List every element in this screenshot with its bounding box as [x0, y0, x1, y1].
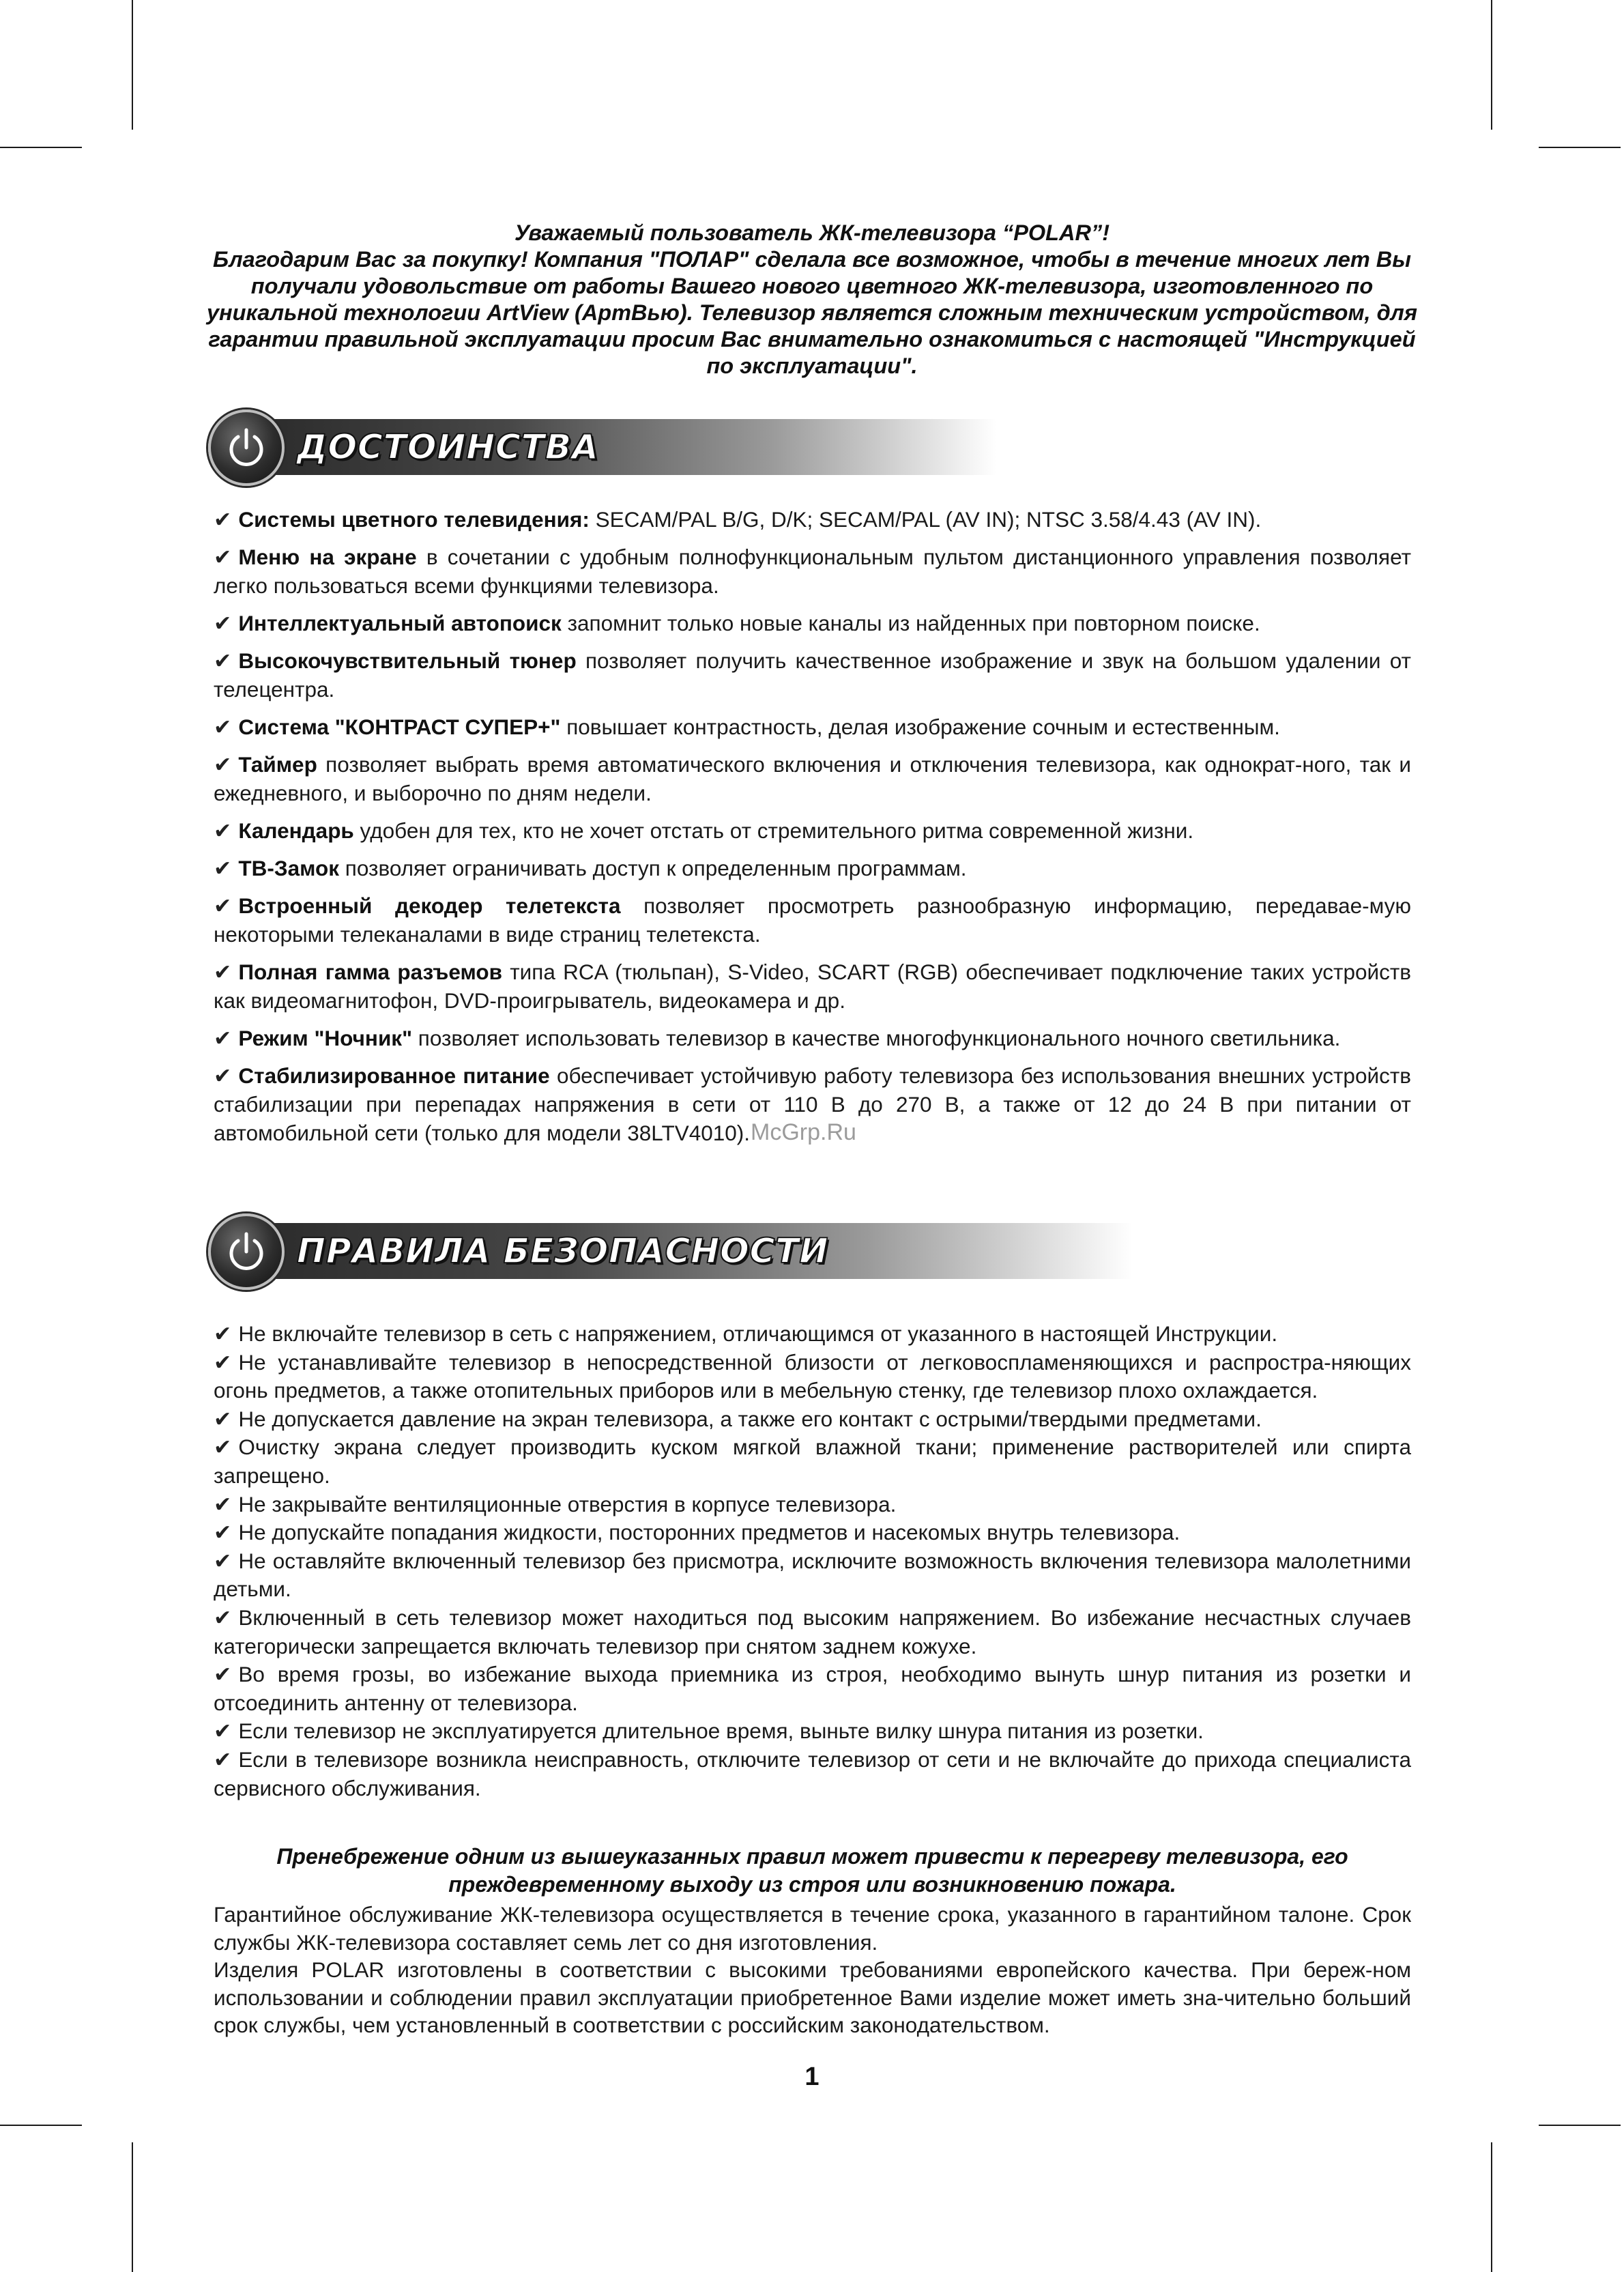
- rule-text: Если в телевизоре возникла неисправность, отключите телевизор от сети и не включайте до прихода специалиста сервисного обслуживания.: [214, 1746, 1411, 1800]
- feature-name: Меню на экране: [238, 545, 417, 569]
- feature-description: в сочетании с удобным полнофункциональным пультом дистанционного управления позволяет легко пользоваться всеми функциями телевизора.: [214, 545, 1412, 598]
- list-item: [214, 854, 1411, 882]
- check-icon: ✔: [214, 818, 232, 843]
- list-item: [214, 713, 1411, 741]
- feature-description: позволяет использовать телевизор в качестве многофункционального ночного светильника.: [412, 1026, 1341, 1050]
- feature-description: обеспечивает устойчивую работу телевизора без использования внешних устройств стабилизации при перепадах напряжения в сети от 110 В до 270 В, а также от 12 до 24 В при питании от автомобильной сети (только для модели 38LTV4010).: [214, 1063, 1411, 1145]
- rule-text: Не закрывайте вентиляционные отверстия в корпусе телевизора.: [238, 1491, 897, 1516]
- list-item: [214, 1547, 1411, 1604]
- rule-text: Не допускается давление на экран телевизора, а также его контакт с острыми/твердыми предметами.: [238, 1406, 1262, 1431]
- crop-mark: [0, 147, 82, 148]
- rule-text: Не допускайте попадания жидкости, посторонних предметов и насекомых внутрь телевизора.: [238, 1520, 1180, 1545]
- check-icon: ✔: [214, 648, 232, 673]
- check-icon: ✔: [214, 1746, 232, 1772]
- feature-name: Система "КОНТРАСТ СУПЕР+": [238, 715, 561, 739]
- feature-name: Календарь: [238, 818, 354, 843]
- check-icon: ✔: [214, 960, 232, 984]
- page-number: 1: [804, 2062, 820, 2091]
- check-icon: ✔: [214, 1406, 232, 1431]
- list-item: [214, 816, 1411, 845]
- rule-text: Не включайте телевизор в сеть с напряжением, отличающимся от указанного в настоящей Инструкции.: [238, 1321, 1278, 1346]
- feature-description: типа RCA (тюльпан), S-Video, SCART (RGB) обеспечивает подключение таких устройств как видеомагнитофон, DVD-проигрыватель, видеокамера и др.: [214, 960, 1411, 1013]
- list-item: [214, 1519, 1411, 1547]
- check-icon: ✔: [214, 715, 232, 739]
- check-icon: ✔: [214, 1491, 232, 1516]
- feature-description: удобен для тех, кто не хочет отстать от стремительного ритма современной жизни.: [353, 818, 1194, 843]
- list-item: [214, 750, 1411, 807]
- feature-name: Встроенный декодер телетекста: [238, 893, 621, 918]
- list-item: [214, 646, 1411, 704]
- power-icon: [208, 409, 285, 486]
- feature-name: Режим "Ночник": [238, 1026, 413, 1050]
- rule-text: Не устанавливайте телевизор в непосредственной близости от легковоспламеняющихся и распростра-няющих огонь предметов, а также отопительных приборов или в мебельную стенку, где телевизор плохо охлаждается.: [214, 1349, 1411, 1403]
- crop-mark: [1491, 0, 1492, 130]
- rule-text: Во время грозы, во избежание выхода приемника из строя, необходимо вынуть шнур питания из розетки и отсоединить антенну от телевизора.: [214, 1662, 1411, 1715]
- check-icon: ✔: [214, 1349, 232, 1375]
- check-icon: ✔: [214, 611, 232, 635]
- rule-text: Не оставляйте включенный телевизор без присмотра, исключите возможность включения телевизора малолетними детьми.: [214, 1548, 1411, 1602]
- feature-description: позволяет получить качественное изображение и звук на большом удалении от телецентра.: [214, 648, 1411, 702]
- list-item: [214, 1604, 1411, 1660]
- check-icon: ✔: [214, 1605, 232, 1630]
- intro-greeting: Уважаемый пользователь ЖК-телевизора “POLAR”!: [514, 220, 1110, 245]
- list-item: [214, 1491, 1411, 1519]
- list-item: [214, 1746, 1411, 1802]
- check-icon: ✔: [214, 1719, 232, 1744]
- rule-text: Включенный в сеть телевизор может находиться под высоким напряжением. Во избежание несчастных случаев категорически запрещается включать телевизор при снятом заднем кожухе.: [214, 1605, 1411, 1658]
- feature-name: Интеллектуальный автопоиск: [238, 611, 562, 635]
- check-icon: ✔: [214, 507, 232, 532]
- feature-name: Высокочувствительный тюнер: [238, 648, 577, 673]
- feature-description: позволяет ограничивать доступ к определенным программам.: [339, 856, 967, 880]
- list-item: [214, 609, 1411, 637]
- quality-paragraph: Изделия POLAR изготовлены в соответствии с высокими требованиями европейского качества. При береж-ном использовании и соблюдении правил эксплуатации приобретенное Вами изделие может иметь зна-чительно больший срок службы, чем установленный в соответствии с российским законодательством.: [214, 1957, 1411, 2037]
- feature-description: запомнит только новые каналы из найденных при повторном поиске.: [561, 611, 1260, 635]
- power-icon: [208, 1213, 285, 1290]
- feature-name: Таймер: [238, 752, 317, 777]
- feature-description: позволяет выбрать время автоматического включения и отключения телевизора, как однократ-ного, так и ежедневного, и выборочно по дням недели.: [214, 752, 1411, 805]
- rule-text: Очистку экрана следует производить куском мягкой влажной ткани; применение растворителей или спирта запрещено.: [214, 1435, 1411, 1488]
- list-item: [214, 1405, 1411, 1434]
- list-item: [214, 958, 1411, 1015]
- feature-description: повышает контрастность, делая изображение сочным и естественным.: [560, 715, 1280, 739]
- section-title: ДОСТОИНСТВА: [297, 427, 599, 467]
- check-icon: ✔: [214, 1321, 232, 1346]
- feature-name: ТВ-Замок: [238, 856, 340, 880]
- crop-mark: [132, 2142, 133, 2272]
- crop-mark: [1491, 2142, 1492, 2272]
- check-icon: ✔: [214, 1435, 232, 1460]
- list-item: [214, 1717, 1411, 1746]
- feature-name: Полная гамма разъемов: [238, 960, 502, 984]
- feature-description: SECAM/PAL B/G, D/K; SECAM/PAL (AV IN); NTSC 3.58/4.43 (AV IN).: [589, 507, 1262, 532]
- crop-mark: [132, 0, 133, 130]
- feature-name: Системы цветного телевидения:: [238, 507, 590, 532]
- list-item: [214, 1349, 1411, 1405]
- closing-text: [214, 1901, 1411, 2039]
- fire-warning: Пренебрежение одним из вышеуказанных правил может привести к перегреву телевизора, его преждевременному выходу из строя или возникновению пожара.: [276, 1844, 1348, 1897]
- intro-body: Благодарим Вас за покупку! Компания "ПОЛАР" сделала все возможное, чтобы в течение многих лет Вы получали удовольствие от работы Вашего нового цветного ЖК-телевизора, изготовленного по уникальной технологии ArtView (АртВью). Телевизор является сложным техническим устройством, для гарантии правильной эксплуатации просим Вас внимательно ознакомиться с настоящей "Инструкцией по эксплуатации".: [206, 247, 1418, 378]
- list-item: [214, 1660, 1411, 1717]
- list-item: [214, 543, 1411, 600]
- list-item: [214, 891, 1411, 949]
- feature-description: позволяет просмотреть разнообразную информацию, передавае-мую некоторыми телеканалами в виде страниц телетекста.: [214, 893, 1411, 947]
- check-icon: ✔: [214, 545, 232, 569]
- feature-name: Стабилизированное питание: [238, 1063, 550, 1088]
- check-icon: ✔: [214, 1548, 232, 1573]
- advantages-list: [214, 505, 1411, 1156]
- crop-mark: [0, 2125, 82, 2126]
- crop-mark: [1539, 147, 1621, 148]
- section-title: ПРАВИЛА БЕЗОПАСНОСТИ: [297, 1231, 829, 1271]
- watermark: McGrp.Ru: [751, 1119, 856, 1145]
- intro-text: [205, 220, 1419, 379]
- list-item: [214, 1024, 1411, 1052]
- rule-text: Если телевизор не эксплуатируется длительное время, выньте вилку шнура питания из розетки.: [238, 1719, 1204, 1744]
- crop-mark: [1539, 2125, 1621, 2126]
- check-icon: ✔: [214, 752, 232, 777]
- check-icon: ✔: [214, 1063, 232, 1088]
- check-icon: ✔: [214, 893, 232, 918]
- list-item: [214, 1320, 1411, 1349]
- list-item: [214, 505, 1411, 534]
- check-icon: ✔: [214, 1026, 232, 1050]
- check-icon: ✔: [214, 1520, 232, 1545]
- warranty-paragraph: Гарантийное обслуживание ЖК-телевизора осуществляется в течение срока, указанного в гарантийном талоне. Срок службы ЖК-телевизора составляет семь лет со дня изготовления.: [214, 1902, 1411, 1955]
- list-item: [214, 1433, 1411, 1490]
- check-icon: ✔: [214, 1662, 232, 1687]
- check-icon: ✔: [214, 856, 232, 880]
- safety-rules-list: [214, 1320, 1411, 1802]
